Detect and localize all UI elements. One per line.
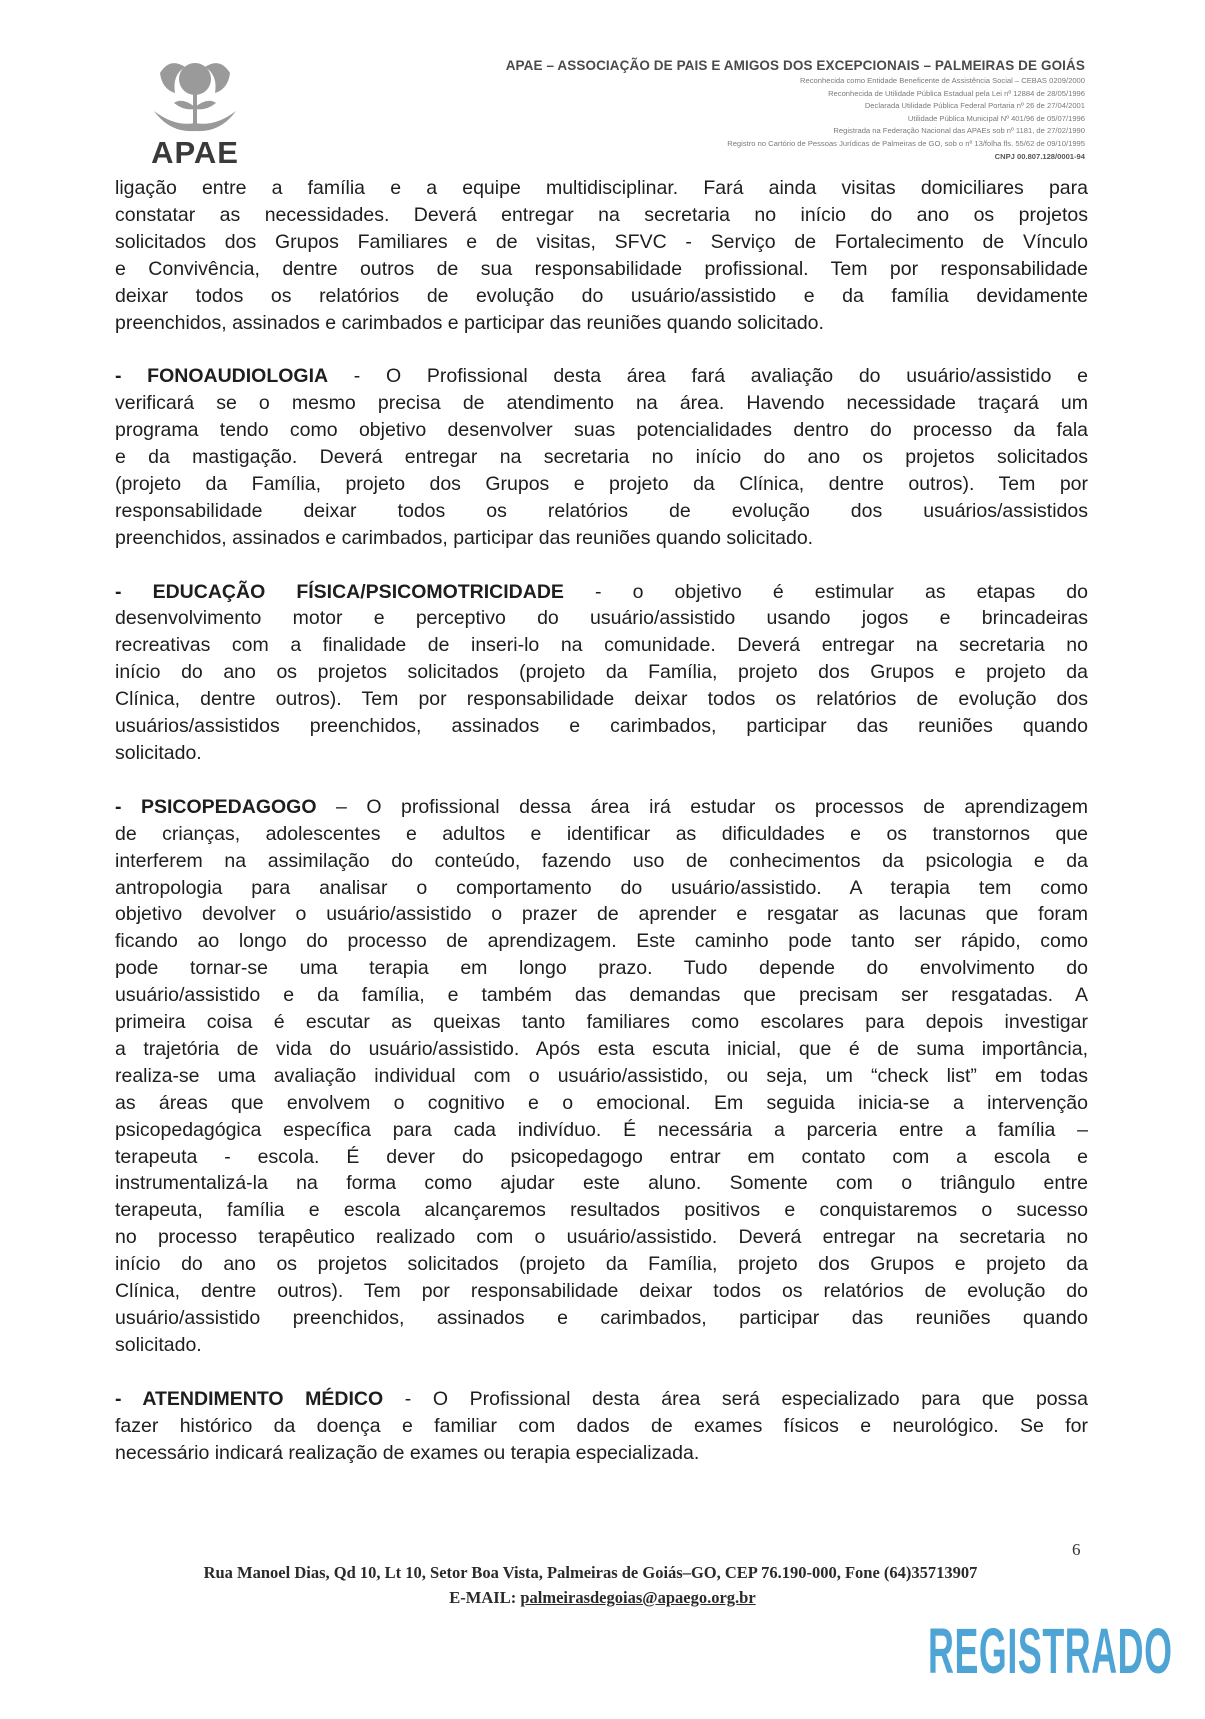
text-line: início do ano os projetos solicitados (projeto da Família, projeto dos Grupos e projeto da [115,661,1088,684]
text-line: responsabilidade deixar todos os relatórios de evolução dos usuários/assistidos [115,499,1088,522]
text-line: instrumentalizá-la na forma como ajudar este aluno. Somente com o triângulo entre [115,1172,1088,1195]
text-line [115,363,1088,390]
paragraph-gap [115,1359,1088,1386]
cnpj-line: CNPJ 00.807.128/0001-94 [994,151,1085,161]
registration-line: Registrada na Federação Nacional das APAEs sob nº 1181, de 27/02/1990 [833,126,1085,136]
text-line: fazer histórico da doença e familiar com dados de exames físicos e neurológico. Se for [115,1414,1088,1437]
section-paragraph [115,363,1088,551]
text-line: no processo terapêutico realizado com o usuário/assistido. Deverá entregar na secretaria no [115,1226,1088,1249]
section-paragraph [115,579,1088,767]
section-heading: - EDUCAÇÃO FÍSICA/PSICOMOTRICIDADE [115,580,564,603]
registration-line: Utilidade Pública Municipal Nº 401/96 de 05/07/1996 [907,113,1085,123]
page-number: 6 [1072,1540,1081,1559]
text-line: (projeto da Família, projeto dos Grupos e projeto da Clínica, dentre outros). Tem por [115,472,1088,495]
text-line: constatar as necessidades. Deverá entregar na secretaria no início do ano os projetos [115,203,1088,226]
text-line: objetivo devolver o usuário/assistido o prazer de aprender e resgatar as lacunas que foram [115,903,1088,926]
text-line: antropologia para analisar o comportamento do usuário/assistido. A terapia tem como [115,876,1088,899]
logo-text: APAE [151,135,239,170]
registration-line: Reconhecida como Entidade Beneficente de Assistência Social – CEBAS 0209/2000 [800,76,1085,85]
document-body [115,175,1088,1466]
text-line: terapeuta - escola. É dever do psicopedagogo entrar em contato com a escola e [115,1145,1088,1168]
registration-line: Reconhecida de Utilidade Pública Estadual pela Lei nº 12884 de 28/05/1996 [828,88,1085,98]
section-paragraph [115,1386,1088,1467]
text-line: de crianças, adolescentes e adultos e identificar as dificuldades e os transtornos que [115,822,1088,845]
text-line: pode tornar-se uma terapia em longo prazo. Tudo depende do envolvimento do [115,957,1088,980]
organization-title: APAE – ASSOCIAÇÃO DE PAIS E AMIGOS DOS EXCEPCIONAIS – PALMEIRAS DE GOIÁS [505,58,1085,73]
text-line: primeira coisa é escutar as queixas tanto familiares como escolares para depois investigar [115,1011,1088,1034]
text-line: Clínica, dentre outros). Tem por responsabilidade deixar todos os relatórios de evolução do [115,1280,1088,1303]
letterhead [506,58,1085,163]
registered-stamp: REGISTRADO [928,1615,1173,1687]
text-line: e da mastigação. Deverá entregar na secretaria no início do ano os projetos solicitados [115,446,1088,469]
text-line: usuário/assistido e da família, e também das demandas que precisam ser resgatadas. A [115,984,1088,1007]
section-paragraph [115,794,1088,1359]
text-line [115,579,1088,606]
text-line: a trajetória de vida do usuário/assistido. Após esta escuta inicial, que é de suma importância, [115,1037,1088,1060]
text-line [115,794,1088,821]
email-label: E-MAIL: [449,1588,521,1607]
text-line: verificará se o mesmo precisa de atendimento na área. Havendo necessidade traçará um [115,392,1088,415]
text-line: preenchidos, assinados e carimbados, participar das reuniões quando solicitado. [115,526,814,549]
text-line: ficando ao longo do processo de aprendizagem. Este caminho pode tanto ser rápido, como [115,930,1088,953]
text-line: e Convivência, dentre outros de sua responsabilidade profissional. Tem por responsabilidade [115,257,1088,280]
text-line: usuários/assistidos preenchidos, assinados e carimbados, participar das reuniões quando [115,715,1088,738]
flower-emblem-icon [140,55,250,137]
text-line: usuário/assistido preenchidos, assinados e carimbados, participar das reuniões quando [115,1307,1088,1330]
section-heading: - PSICOPEDAGOGO [115,795,317,818]
text-line: solicitado. [115,1333,202,1356]
text-line: as áreas que envolvem o cognitivo e o emocional. Em seguida inicia-se a intervenção [115,1091,1088,1114]
paragraph-gap [115,336,1088,363]
line-text: - O Profissional desta área fará avaliação do usuário/assistido e [328,365,1088,388]
registration-line: Declarada Utilidade Pública Federal Portaria nº 26 de 27/04/2001 [864,101,1085,111]
section-heading: - ATENDIMENTO MÉDICO [115,1387,384,1410]
text-line: terapeuta, família e escola alcançaremos resultados positivos e conquistaremos o sucesso [115,1199,1088,1222]
email-link[interactable]: palmeirasdegoias@apaego.org.br [520,1588,756,1607]
apae-logo [140,55,250,170]
text-line: solicitado. [115,742,202,764]
text-line: início do ano os projetos solicitados (projeto da Família, projeto dos Grupos e projeto da [115,1253,1088,1276]
section-heading: - FONOAUDIOLOGIA [115,365,329,388]
text-line: ligação entre a família e a equipe multidisciplinar. Fará ainda visitas domiciliares para [115,177,1088,199]
line-text: – O profissional dessa área irá estudar os processos de aprendizagem [316,795,1088,818]
text-line: recreativas com a finalidade de inseri-lo na comunidade. Deverá entregar na secretaria no [115,634,1088,657]
text-line: interferem na assimilação do conteúdo, fazendo uso de conhecimentos da psicologia e da [115,849,1088,872]
text-line: preenchidos, assinados e carimbados e participar das reuniões quando solicitado. [115,311,824,334]
footer-address: Rua Manoel Dias, Qd 10, Lt 10, Setor Boa Vista, Palmeiras de Goiás–GO, CEP 76.190-000, Fone (64)35713907 [203,1563,978,1582]
text-line: programa tendo como objetivo desenvolver suas potencialidades dentro do processo da fala [115,419,1088,442]
registration-line: Registro no Cartório de Pessoas Jurídicas de Palmeiras de GO, sob o nº 13/folha fls. 55/62 de 09/10/1995 [727,138,1085,148]
line-text: - O Profissional desta área será especializado para que possa [383,1387,1088,1410]
paragraph-gap [115,552,1088,579]
text-line: deixar todos os relatórios de evolução do usuário/assistido e da família devidamente [115,284,1088,307]
line-text: - o objetivo é estimular as etapas do [563,580,1088,603]
text-line: Clínica, dentre outros). Tem por responsabilidade deixar todos os relatórios de evolução dos [115,688,1088,711]
text-line: solicitados dos Grupos Familiares e de visitas, SFVC - Serviço de Fortalecimento de Vínculo [115,230,1088,253]
text-line: psicopedagógica específica para cada indivíduo. É necessária a parceria entre a família – [115,1118,1088,1141]
section-paragraph [115,175,1088,336]
text-line [115,1386,1088,1413]
text-line: desenvolvimento motor e perceptivo do usuário/assistido usando jogos e brincadeiras [115,607,1088,630]
text-line: realiza-se uma avaliação individual com o usuário/assistido, ou seja, um “check list” em todas [115,1064,1088,1087]
paragraph-gap [115,767,1088,794]
text-line: necessário indicará realização de exames ou terapia especializada. [115,1441,700,1464]
footer-email [0,1588,1205,1608]
